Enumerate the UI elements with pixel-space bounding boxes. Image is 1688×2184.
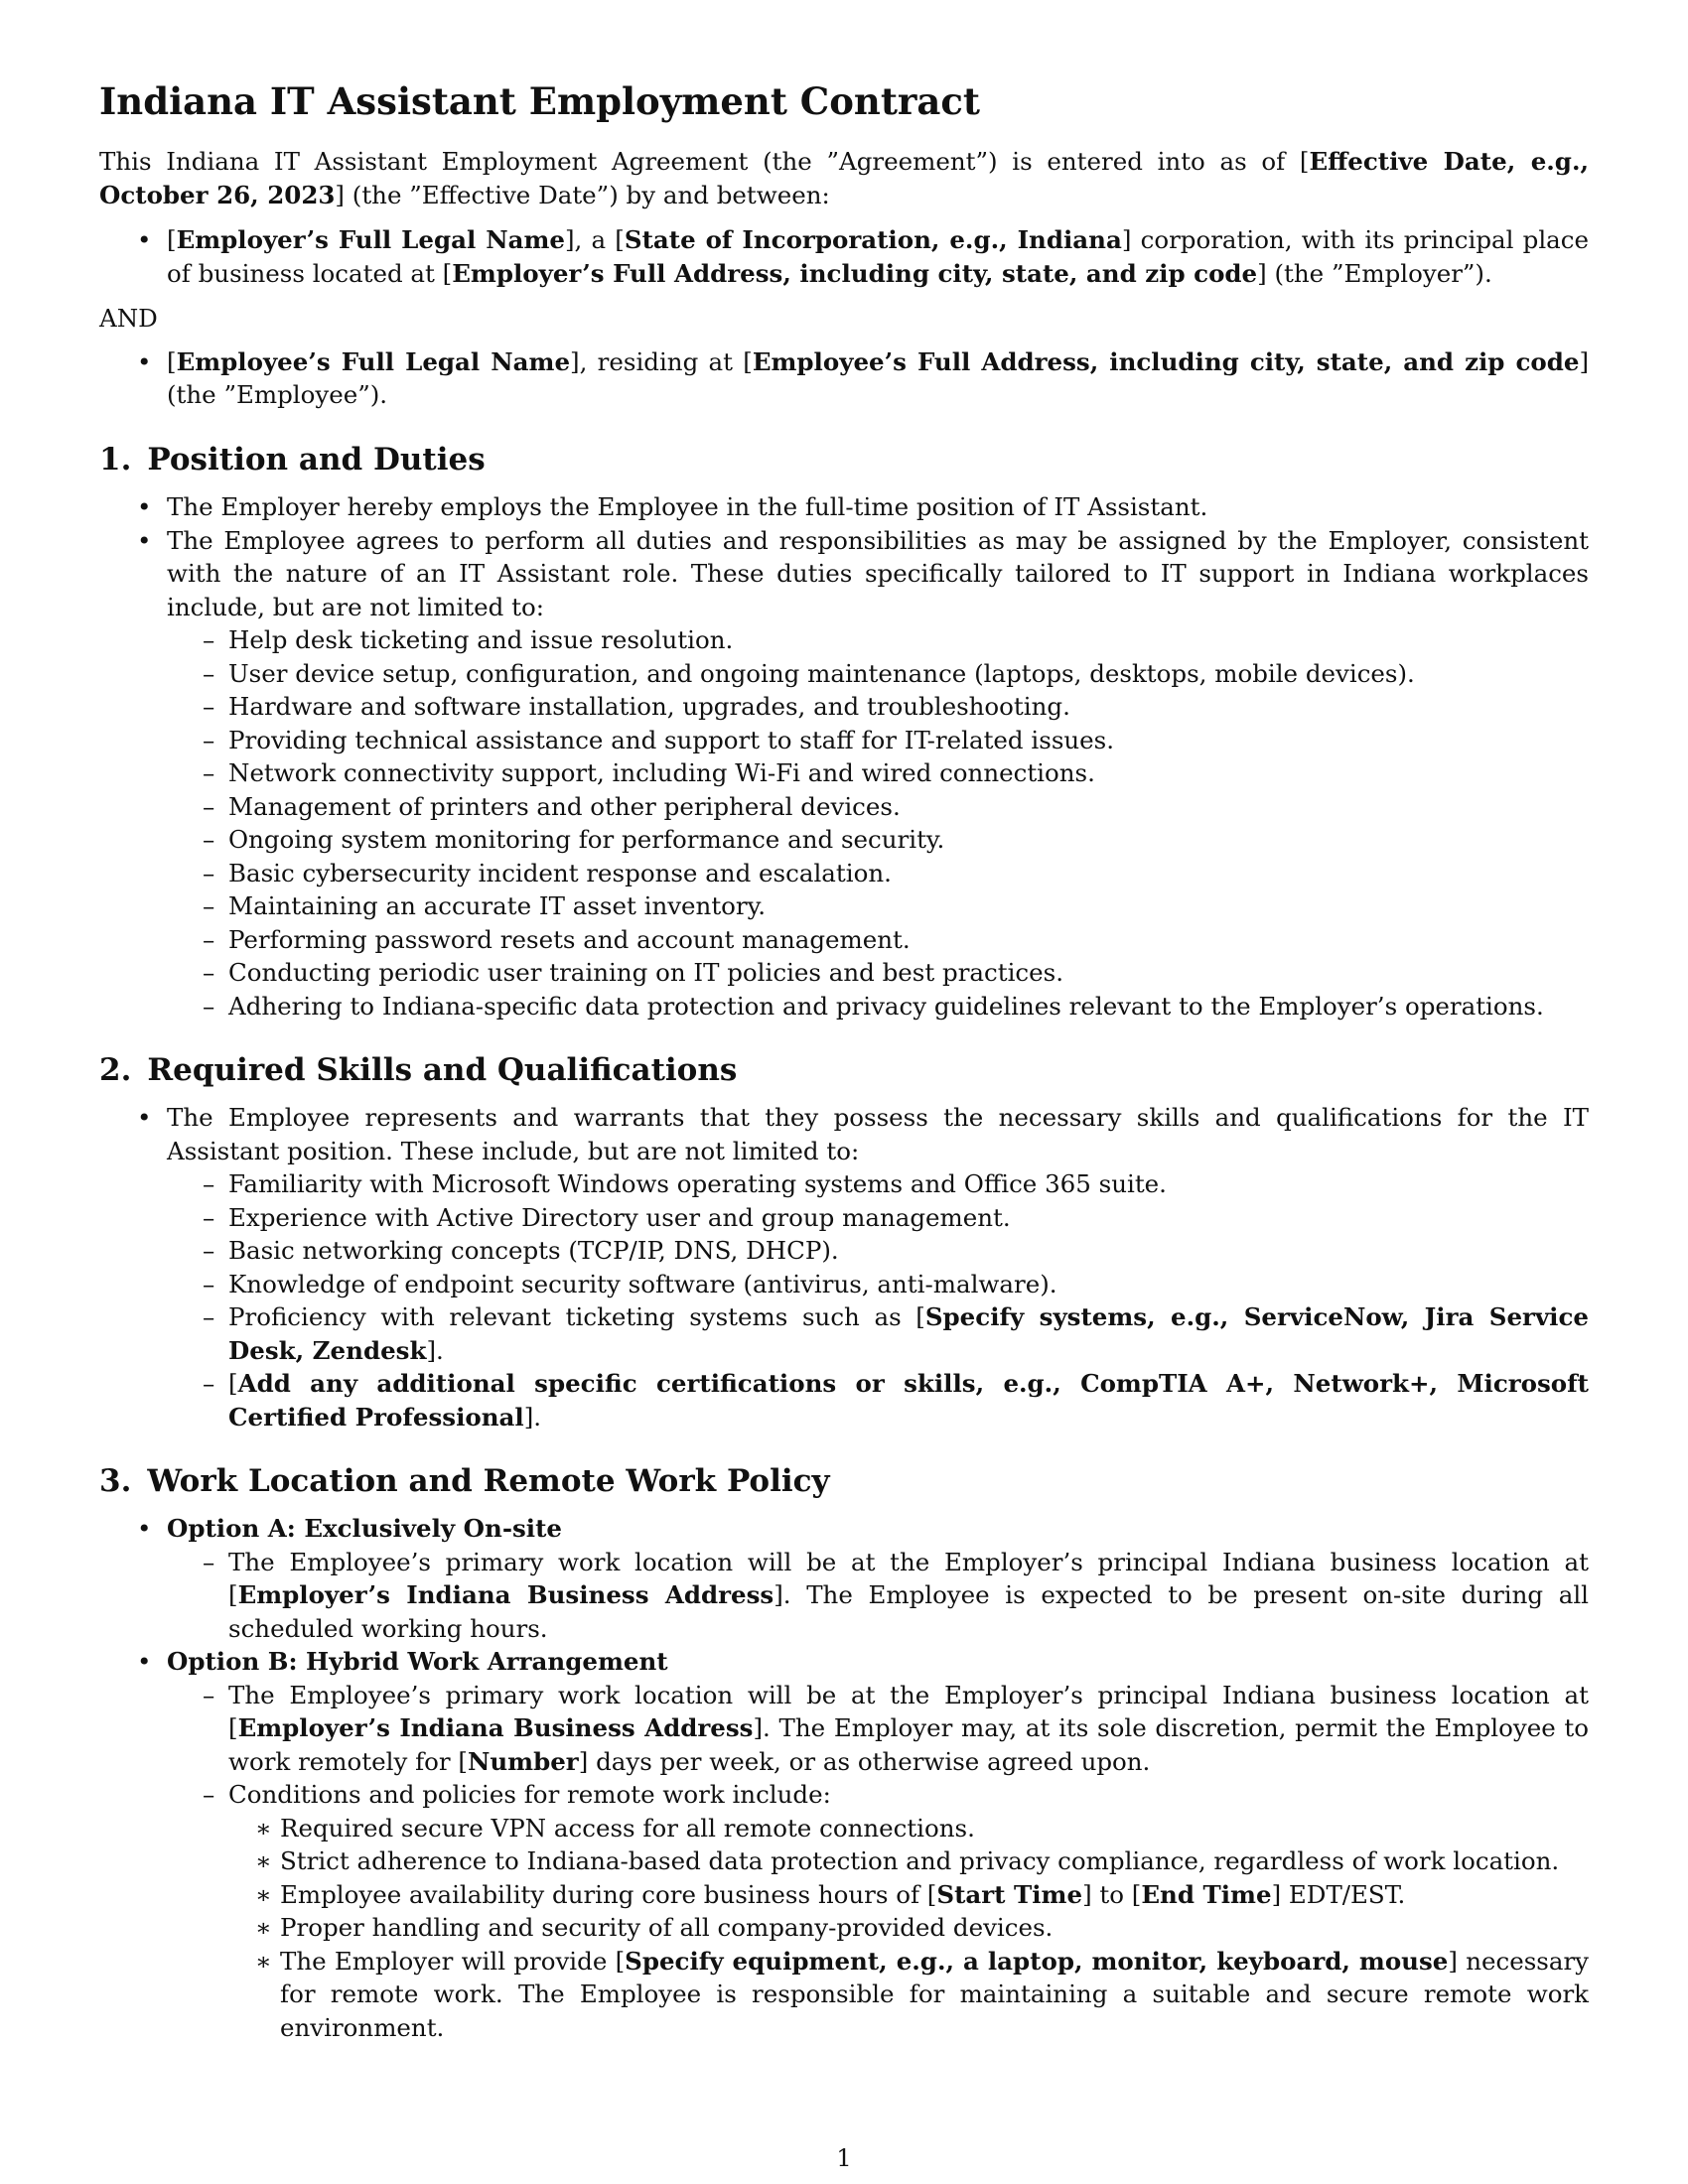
duty-item: – Ongoing system monitoring for performance and security.: [167, 823, 1589, 857]
employer-address-placeholder: Employer’s Full Address, including city, state, and zip code: [452, 258, 1258, 288]
skill-item: – [Add any additional specific certifications or skills, e.g., CompTIA A+, Network+, Microsoft Certified Professional].: [167, 1367, 1589, 1433]
employee-party-list: [99, 345, 1589, 412]
section-1-heading: 1. Position and Duties: [99, 441, 486, 478]
skill-item: – Familiarity with Microsoft Windows operating systems and Office 365 suite.: [167, 1167, 1589, 1201]
condition-item: ∗ Strict adherence to Indiana-based data protection and privacy compliance, regardless of work location.: [228, 1844, 1589, 1878]
condition-item: ∗ Proper handling and security of all company-provided devices.: [228, 1911, 1589, 1945]
days-number-placeholder: Number: [467, 1746, 579, 1776]
start-time-placeholder: Start Time: [936, 1879, 1083, 1909]
employer-name-placeholder: Employer’s Full Legal Name: [176, 225, 565, 255]
employee-address-placeholder: Employee’s Full Address, including city, state, and zip code: [752, 346, 1580, 376]
condition-item: ∗ Employee availability during core business hours of [Start Time] to [End Time] EDT/EST.: [228, 1878, 1589, 1912]
employer-party: • [Employer’s Full Legal Name], a [State of Incorporation, e.g., Indiana] corporation, with its principal place of business located at [Employer’s Full Address, including city, state, and zip code] (the ”Employer”).: [99, 223, 1589, 290]
duty-item: – Performing password resets and account management.: [167, 923, 1589, 957]
document-title: Indiana IT Assistant Employment Contract: [99, 79, 981, 123]
effective-date-placeholder: Effective Date, e.g., October 26, 2023: [99, 147, 1589, 209]
condition-item: ∗ The Employer will provide [Specify equipment, e.g., a laptop, monitor, keyboard, mouse] necessary for remote work. The Employee is responsible for maintaining a suitable and secure remote work environment.: [228, 1945, 1589, 2045]
business-address-placeholder: Employer’s Indiana Business Address: [237, 1713, 754, 1743]
list-item: • The Employee agrees to perform all duties and responsibilities as may be assigned by the Employer, consistent with the nature of an IT Assistant role. These duties specifically tailored to IT support in Indiana workplaces include, but are not limited to: – Help desk ticketing and issue resolution. – User device setup, configuration, and ongoing maintenance (laptops, desktops, mobile devices). – Hardware and software installation, upgrades, and troubleshooting. – Providing technical assistance and support to staff for IT-related issues. – Network connectivity support, including Wi-Fi and wired connections. – Management of printers and other peripheral devices. – Ongoing system monitoring for performance and security. – Basic cybersecurity incident response and escalation. – Maintaining an accurate IT asset inventory. – Performing password resets and account management. – Conducting periodic user training on IT policies and best practices. – Adhering to Indiana-specific data protection and privacy guidelines relevant to the Employer’s operations.: [99, 524, 1589, 1024]
duty-item: – Network connectivity support, including Wi-Fi and wired connections.: [167, 756, 1589, 790]
employee-party: • [Employee’s Full Legal Name], residing at [Employee’s Full Address, including city, state, and zip code] (the ”Employee”).: [99, 345, 1589, 412]
duty-item: – Help desk ticketing and issue resolution.: [167, 623, 1589, 657]
duty-item: – Adhering to Indiana-specific data protection and privacy guidelines relevant to the Employer’s operations.: [167, 990, 1589, 1024]
equipment-placeholder: Specify equipment, e.g., a laptop, monitor, keyboard, mouse: [625, 1946, 1449, 1976]
option-b-label: Option B: Hybrid Work Arrangement: [167, 1647, 668, 1677]
duty-item: – Providing technical assistance and support to staff for IT-related issues.: [167, 724, 1589, 757]
duty-item: – Hardware and software installation, upgrades, and troubleshooting.: [167, 690, 1589, 724]
option-b-detail: – The Employee’s primary work location will be at the Employer’s principal Indiana business location at [Employer’s Indiana Business Address]. The Employer may, at its sole discretion, permit the Employee to work remotely for [Number] days per week, or as otherwise agreed upon.: [167, 1679, 1589, 1779]
remote-conditions: – Conditions and policies for remote work include: ∗ Required secure VPN access for all remote connections. ∗ Strict adherence to Indiana-based data protection and privacy compliance, regardless of work location. ∗ Employee availability during core business hours of [Start Time] to [End Time] EDT/EST. ∗ Proper handling and security of all company-provided devices. ∗ The Employer will provide [Specify equipment, e.g., a laptop, monitor, keyboard, mouse] necessary for remote work. The Employee is responsible for maintaining a suitable and secure remote work environment.: [167, 1778, 1589, 2044]
duties-list: [167, 623, 1589, 1023]
and-separator: AND: [99, 304, 158, 334]
duty-item: – Basic cybersecurity incident response and escalation.: [167, 857, 1589, 890]
duty-item: – Conducting periodic user training on IT policies and best practices.: [167, 956, 1589, 990]
duty-item: – Maintaining an accurate IT asset inventory.: [167, 889, 1589, 923]
state-placeholder: State of Incorporation, e.g., Indiana: [624, 225, 1122, 255]
list-item: • The Employer hereby employs the Employee in the full-time position of IT Assistant.: [99, 490, 1589, 524]
certifications-placeholder: Add any additional specific certifications or skills, e.g., CompTIA A+, Network+, Microsoft Certified Professional: [228, 1369, 1589, 1432]
page-number: 1: [836, 2144, 852, 2172]
option-b: [99, 1645, 1589, 2044]
employee-name-placeholder: Employee’s Full Legal Name: [176, 346, 571, 376]
duty-item: – User device setup, configuration, and ongoing maintenance (laptops, desktops, mobile devices).: [167, 657, 1589, 691]
document-page: [99, 79, 1589, 2056]
section-2-heading: 2. Required Skills and Qualifications: [99, 1052, 738, 1089]
ticketing-systems-placeholder: Specify systems, e.g., ServiceNow, Jira Service Desk, Zendesk: [228, 1302, 1589, 1365]
skill-item: – Basic networking concepts (TCP/IP, DNS, DHCP).: [167, 1234, 1589, 1268]
end-time-placeholder: End Time: [1141, 1879, 1272, 1909]
intro-paragraph: This Indiana IT Assistant Employment Agreement (the ”Agreement”) is entered into as of [Effective Date, e.g., October 26, 2023] (the ”Effective Date”) by and between:: [99, 147, 1589, 209]
duty-item: – Management of printers and other peripheral devices.: [167, 790, 1589, 824]
option-a: [99, 1512, 1589, 1645]
employer-party-list: [99, 223, 1589, 290]
business-address-placeholder: Employer’s Indiana Business Address: [237, 1580, 774, 1610]
section-3-list: [99, 1512, 1589, 2044]
section-1-list: [99, 490, 1589, 1023]
option-a-label: Option A: Exclusively On-site: [167, 1514, 563, 1544]
option-a-detail: – The Employee’s primary work location will be at the Employer’s principal Indiana business location at [Employer’s Indiana Business Address]. The Employee is expected to be present on-site during all scheduled working hours.: [167, 1546, 1589, 1646]
skill-item: – Proficiency with relevant ticketing systems such as [Specify systems, e.g., ServiceNow, Jira Service Desk, Zendesk].: [167, 1300, 1589, 1367]
conditions-list: [228, 1812, 1589, 2045]
skill-item: – Experience with Active Directory user and group management.: [167, 1201, 1589, 1235]
list-item: • The Employee represents and warrants that they possess the necessary skills and qualifications for the IT Assistant position. These include, but are not limited to: – Familiarity with Microsoft Windows operating systems and Office 365 suite. – Experience with Active Directory user and group management. – Basic networking concepts (TCP/IP, DNS, DHCP). – Knowledge of endpoint security software (antivirus, anti-malware). – Proficiency with relevant ticketing systems such as [Specify systems, e.g., ServiceNow, Jira Service Desk, Zendesk]. – [Add any additional specific certifications or skills, e.g., CompTIA A+, Network+, Microsoft Certified Professional].: [99, 1101, 1589, 1433]
section-2-list: [99, 1101, 1589, 1433]
section-3-heading: 3. Work Location and Remote Work Policy: [99, 1463, 830, 1500]
condition-item: ∗ Required secure VPN access for all remote connections.: [228, 1812, 1589, 1845]
skill-item: – Knowledge of endpoint security software (antivirus, anti-malware).: [167, 1268, 1589, 1301]
skills-list: [167, 1167, 1589, 1433]
